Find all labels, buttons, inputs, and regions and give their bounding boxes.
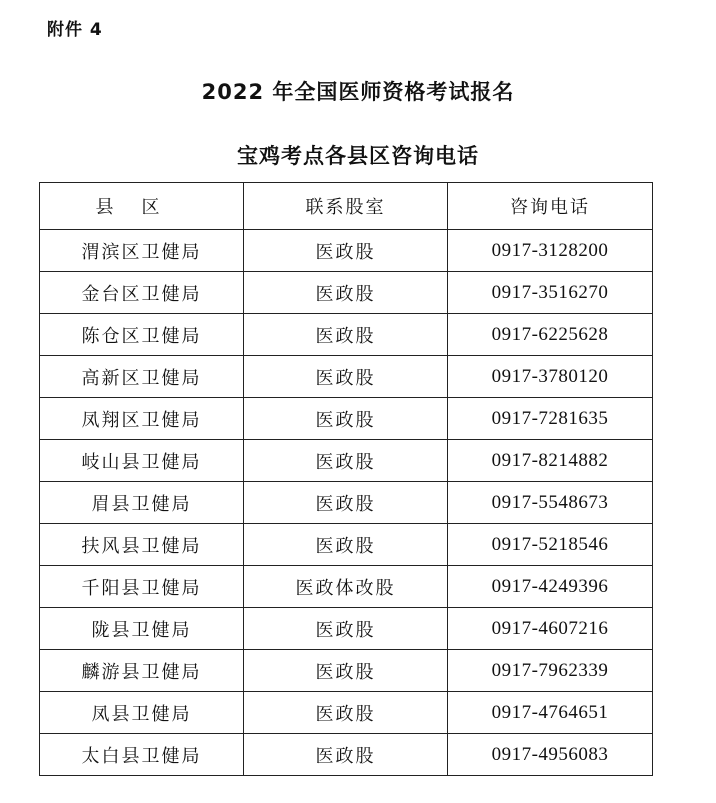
department-cell: 医政股 bbox=[244, 314, 448, 356]
table-row bbox=[40, 650, 653, 692]
table-body bbox=[40, 230, 653, 776]
county-cell: 高新区卫健局 bbox=[40, 356, 244, 398]
county-cell: 陈仓区卫健局 bbox=[40, 314, 244, 356]
department-cell: 医政股 bbox=[244, 440, 448, 482]
phone-cell: 0917-4607216 bbox=[448, 608, 653, 650]
county-cell: 岐山县卫健局 bbox=[40, 440, 244, 482]
attachment-label: 附件 4 bbox=[47, 20, 103, 40]
department-cell: 医政股 bbox=[244, 524, 448, 566]
department-cell: 医政股 bbox=[244, 608, 448, 650]
county-cell: 眉县卫健局 bbox=[40, 482, 244, 524]
phone-cell: 0917-7281635 bbox=[448, 398, 653, 440]
table-row bbox=[40, 272, 653, 314]
header-county: 县区 bbox=[40, 183, 244, 230]
phone-cell: 0917-6225628 bbox=[448, 314, 653, 356]
document-title-line2: 宝鸡考点各县区咨询电话 bbox=[237, 144, 479, 168]
document-title-line1: 2022 年全国医师资格考试报名 bbox=[201, 80, 515, 104]
department-cell: 医政股 bbox=[244, 398, 448, 440]
table-row bbox=[40, 734, 653, 776]
county-cell: 麟游县卫健局 bbox=[40, 650, 244, 692]
phone-cell: 0917-3516270 bbox=[448, 272, 653, 314]
department-cell: 医政体改股 bbox=[244, 566, 448, 608]
phone-cell: 0917-3780120 bbox=[448, 356, 653, 398]
table-row bbox=[40, 524, 653, 566]
phone-cell: 0917-4764651 bbox=[448, 692, 653, 734]
table-row bbox=[40, 314, 653, 356]
county-cell: 千阳县卫健局 bbox=[40, 566, 244, 608]
phone-cell: 0917-5218546 bbox=[448, 524, 653, 566]
table-row bbox=[40, 566, 653, 608]
table-row bbox=[40, 398, 653, 440]
department-cell: 医政股 bbox=[244, 272, 448, 314]
department-cell: 医政股 bbox=[244, 692, 448, 734]
table-row bbox=[40, 356, 653, 398]
county-cell: 凤县卫健局 bbox=[40, 692, 244, 734]
phone-cell: 0917-7962339 bbox=[448, 650, 653, 692]
county-cell: 金台区卫健局 bbox=[40, 272, 244, 314]
table-row bbox=[40, 608, 653, 650]
county-cell: 陇县卫健局 bbox=[40, 608, 244, 650]
table-row bbox=[40, 482, 653, 524]
county-cell: 凤翔区卫健局 bbox=[40, 398, 244, 440]
table-header-row bbox=[40, 183, 653, 230]
county-cell: 渭滨区卫健局 bbox=[40, 230, 244, 272]
county-cell: 扶风县卫健局 bbox=[40, 524, 244, 566]
header-phone: 咨询电话 bbox=[448, 183, 653, 230]
phone-cell: 0917-4956083 bbox=[448, 734, 653, 776]
phone-cell: 0917-8214882 bbox=[448, 440, 653, 482]
department-cell: 医政股 bbox=[244, 650, 448, 692]
table-row bbox=[40, 692, 653, 734]
contact-table bbox=[39, 182, 653, 776]
table-row bbox=[40, 230, 653, 272]
header-department: 联系股室 bbox=[244, 183, 448, 230]
phone-cell: 0917-4249396 bbox=[448, 566, 653, 608]
county-cell: 太白县卫健局 bbox=[40, 734, 244, 776]
department-cell: 医政股 bbox=[244, 356, 448, 398]
phone-cell: 0917-3128200 bbox=[448, 230, 653, 272]
department-cell: 医政股 bbox=[244, 230, 448, 272]
department-cell: 医政股 bbox=[244, 734, 448, 776]
phone-cell: 0917-5548673 bbox=[448, 482, 653, 524]
department-cell: 医政股 bbox=[244, 482, 448, 524]
table-row bbox=[40, 440, 653, 482]
